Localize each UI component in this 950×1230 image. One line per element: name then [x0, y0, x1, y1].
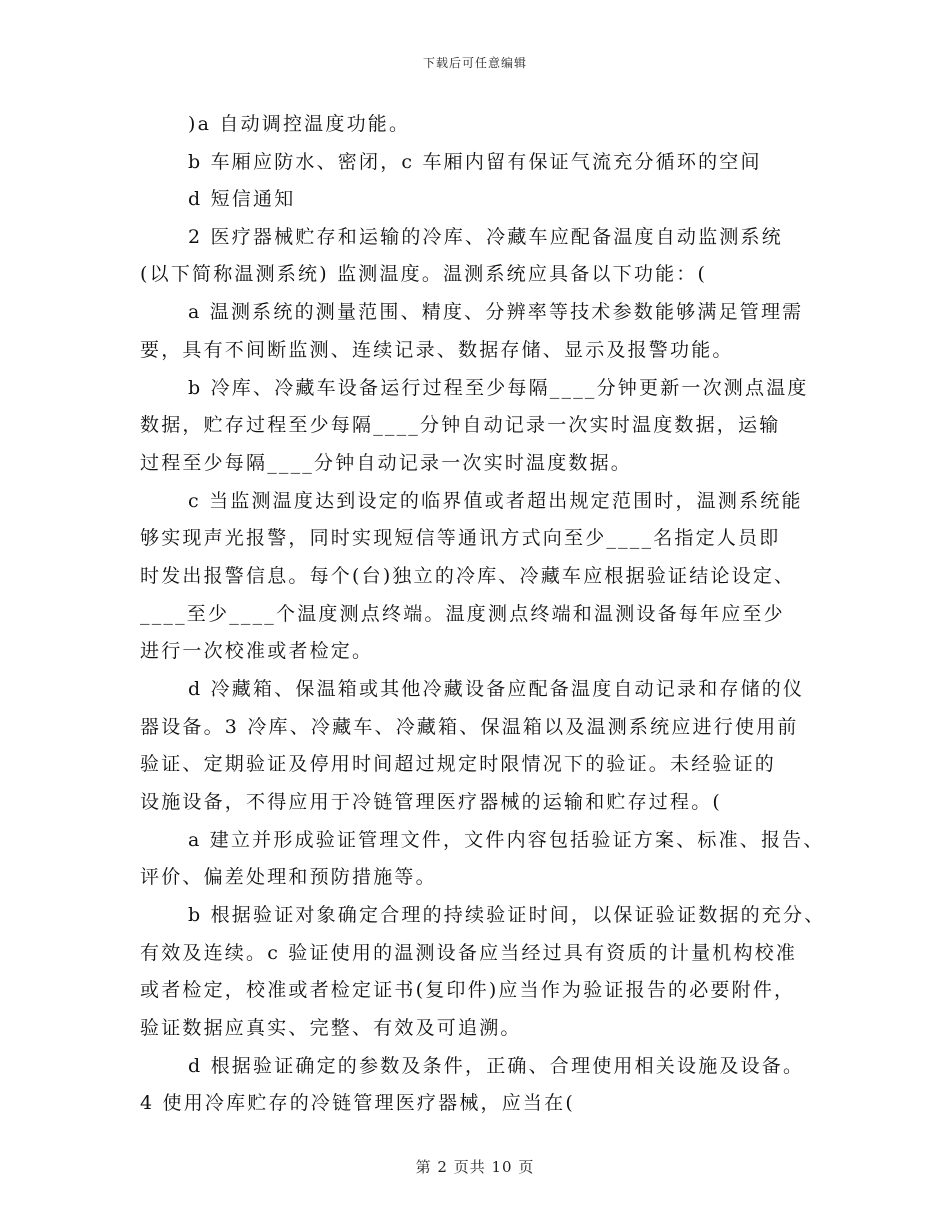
- text-line: 器设备。3 冷库、冷藏车、冷藏箱、保温箱以及温测系统应进行使用前: [140, 716, 799, 738]
- text-line: a 建立并形成验证管理文件，文件内容包括验证方案、标准、报告、: [188, 829, 825, 851]
- text-line: )a 自动调控温度功能。: [188, 113, 411, 135]
- text-line: 验证数据应真实、完整、有效及可追溯。: [140, 1017, 522, 1039]
- text-line: 评价、偏差处理和预防措施等。: [140, 866, 437, 888]
- text-line: 4 使用冷库贮存的冷链管理医疗器械，应当在(: [140, 1092, 575, 1114]
- text-line: b 车厢应防水、密闭，c 车厢内留有保证气流充分循环的空间: [188, 151, 762, 173]
- text-line: d 冷藏箱、保温箱或其他冷藏设备应配备温度自动记录和存储的仪: [188, 678, 805, 700]
- text-line: ____至少____个温度测点终端。温度测点终端和温测设备每年应至少: [140, 603, 785, 625]
- page-header: 下载后可任意编辑: [422, 56, 527, 70]
- text-line: 时发出报警信息。每个(台)独立的冷库、冷藏车应根据验证结论设定、: [140, 565, 796, 587]
- text-line: d 短信通知: [188, 188, 296, 210]
- text-line: 有效及连续。c 验证使用的温测设备应当经过具有资质的计量机构校准: [140, 942, 798, 964]
- text-line: 数据，贮存过程至少每隔____分钟自动记录一次实时温度数据，运输: [140, 414, 781, 436]
- text-line: 2 医疗器械贮存和运输的冷库、冷藏车应配备温度自动监测系统: [188, 226, 783, 248]
- text-line: b 根据验证对象确定合理的持续验证时间，以保证验证数据的充分、: [188, 904, 826, 926]
- text-line: 验证、定期验证及停用时间超过规定时限情况下的验证。未经验证的: [140, 753, 777, 775]
- text-line: 设施设备，不得应用于冷链管理医疗器械的运输和贮存过程。(: [140, 791, 723, 813]
- text-line: 要，具有不间断监测、连续记录、数据存储、显示及报警功能。: [140, 339, 734, 361]
- text-line: 够实现声光报警，同时实现短信等通讯方式向至少____名指定人员即: [140, 527, 781, 549]
- text-line: c 当监测温度达到设定的临界值或者超出规定范围时，温测系统能: [188, 490, 803, 512]
- page-footer: 第 2 页共 10 页: [415, 1158, 535, 1176]
- text-line: b 冷库、冷藏车设备运行过程至少每隔____分钟更新一次测点温度: [188, 377, 809, 399]
- text-line: 或者检定，校准或者检定证书(复印件)应当作为验证报告的必要附件，: [140, 979, 796, 1001]
- text-line: 进行一次校准或者检定。: [140, 640, 374, 662]
- text-line: 过程至少每隔____分钟自动记录一次实时温度数据。: [140, 452, 633, 474]
- text-line: (以下简称温测系统) 监测温度。温测系统应具备以下功能：(: [140, 263, 708, 285]
- text-line: a 温测系统的测量范围、精度、分辨率等技术参数能够满足管理需: [188, 301, 804, 323]
- text-line: d 根据验证确定的参数及条件，正确、合理使用相关设施及设备。: [188, 1055, 805, 1077]
